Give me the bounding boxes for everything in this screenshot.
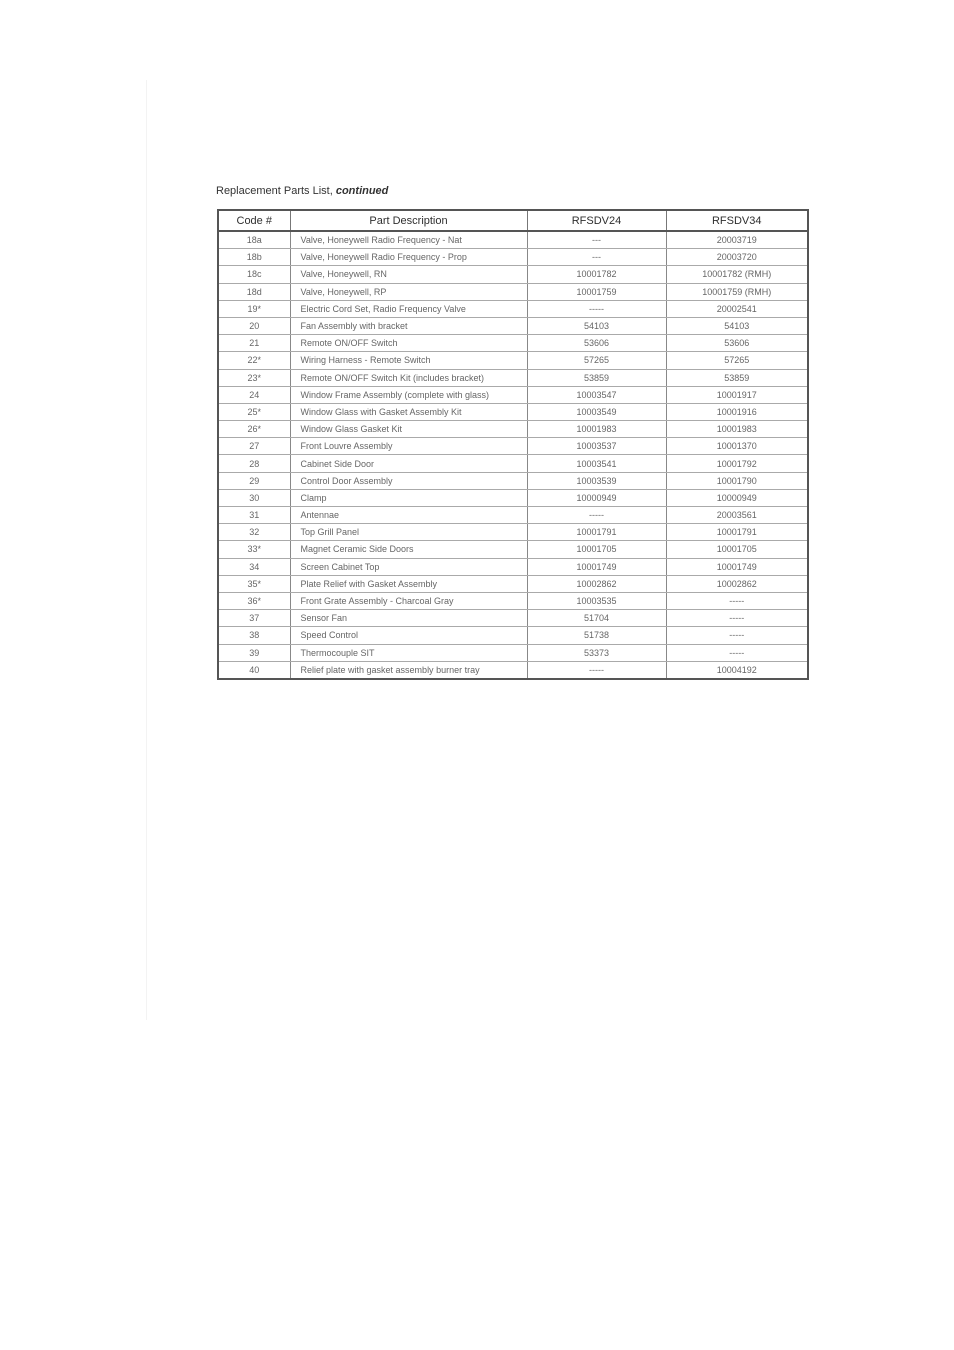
description-cell: Window Glass Gasket Kit: [290, 421, 527, 438]
code-cell: 24: [218, 386, 290, 403]
description-cell: Speed Control: [290, 627, 527, 644]
rfsdv34-cell: 53859: [666, 369, 808, 386]
scan-edge-shadow: [146, 80, 147, 1020]
code-cell: 29: [218, 472, 290, 489]
rfsdv24-cell: 10000949: [527, 489, 666, 506]
table-row: [218, 558, 808, 575]
table-row: [218, 644, 808, 661]
table-row: [218, 266, 808, 283]
description-cell: Thermocouple SIT: [290, 644, 527, 661]
code-cell: 23*: [218, 369, 290, 386]
description-cell: Front Grate Assembly - Charcoal Gray: [290, 592, 527, 609]
rfsdv34-cell: 10001917: [666, 386, 808, 403]
table-row: [218, 610, 808, 627]
table-row: [218, 249, 808, 266]
table-row: [218, 524, 808, 541]
description-cell: Valve, Honeywell Radio Frequency - Prop: [290, 249, 527, 266]
rfsdv24-cell: ---: [527, 231, 666, 249]
rfsdv34-cell: 10000949: [666, 489, 808, 506]
rfsdv24-cell: 10003537: [527, 438, 666, 455]
rfsdv24-cell: 10001759: [527, 283, 666, 300]
rfsdv24-cell: 53606: [527, 335, 666, 352]
rfsdv24-cell: ---: [527, 249, 666, 266]
rfsdv34-cell: 20003720: [666, 249, 808, 266]
rfsdv34-cell: 20003719: [666, 231, 808, 249]
rfsdv24-cell: 57265: [527, 352, 666, 369]
code-cell: 25*: [218, 403, 290, 420]
code-cell: 35*: [218, 575, 290, 592]
description-cell: Window Frame Assembly (complete with glass): [290, 386, 527, 403]
rfsdv34-cell: 10001749: [666, 558, 808, 575]
description-cell: Sensor Fan: [290, 610, 527, 627]
rfsdv24-cell: 10003549: [527, 403, 666, 420]
description-cell: Clamp: [290, 489, 527, 506]
code-cell: 37: [218, 610, 290, 627]
rfsdv24-cell: -----: [527, 507, 666, 524]
rfsdv34-cell: 10001983: [666, 421, 808, 438]
code-cell: 19*: [218, 300, 290, 317]
code-cell: 26*: [218, 421, 290, 438]
header-rfsdv34: RFSDV34: [666, 210, 808, 231]
table-row: [218, 352, 808, 369]
table-body: [218, 231, 808, 679]
table-row: [218, 283, 808, 300]
rfsdv34-cell: -----: [666, 610, 808, 627]
table-row: [218, 507, 808, 524]
table-row: [218, 627, 808, 644]
code-cell: 18d: [218, 283, 290, 300]
description-cell: Valve, Honeywell, RN: [290, 266, 527, 283]
header-rfsdv24: RFSDV24: [527, 210, 666, 231]
rfsdv34-cell: -----: [666, 627, 808, 644]
table-row: [218, 386, 808, 403]
heading-text: Replacement Parts List,: [216, 185, 336, 197]
rfsdv24-cell: 10001983: [527, 421, 666, 438]
description-cell: Fan Assembly with bracket: [290, 317, 527, 334]
code-cell: 36*: [218, 592, 290, 609]
rfsdv34-cell: 10001370: [666, 438, 808, 455]
rfsdv34-cell: 10001791: [666, 524, 808, 541]
rfsdv24-cell: 10003541: [527, 455, 666, 472]
rfsdv34-cell: 53606: [666, 335, 808, 352]
table-row: [218, 592, 808, 609]
code-cell: 38: [218, 627, 290, 644]
description-cell: Wiring Harness - Remote Switch: [290, 352, 527, 369]
rfsdv34-cell: 10001705: [666, 541, 808, 558]
description-cell: Relief plate with gasket assembly burner tray: [290, 661, 527, 679]
page-heading: [216, 185, 388, 197]
code-cell: 20: [218, 317, 290, 334]
rfsdv24-cell: 10001791: [527, 524, 666, 541]
rfsdv24-cell: 10003547: [527, 386, 666, 403]
code-cell: 30: [218, 489, 290, 506]
table-row: [218, 403, 808, 420]
rfsdv34-cell: 54103: [666, 317, 808, 334]
rfsdv24-cell: -----: [527, 661, 666, 679]
table-header-row: [218, 210, 808, 231]
table-row: [218, 541, 808, 558]
rfsdv24-cell: 54103: [527, 317, 666, 334]
rfsdv34-cell: -----: [666, 592, 808, 609]
code-cell: 28: [218, 455, 290, 472]
code-cell: 32: [218, 524, 290, 541]
table-row: [218, 661, 808, 679]
table-row: [218, 489, 808, 506]
rfsdv24-cell: 10001782: [527, 266, 666, 283]
rfsdv34-cell: 10002862: [666, 575, 808, 592]
rfsdv34-cell: 57265: [666, 352, 808, 369]
description-cell: Control Door Assembly: [290, 472, 527, 489]
description-cell: Front Louvre Assembly: [290, 438, 527, 455]
description-cell: Electric Cord Set, Radio Frequency Valve: [290, 300, 527, 317]
description-cell: Valve, Honeywell Radio Frequency - Nat: [290, 231, 527, 249]
rfsdv24-cell: 10001705: [527, 541, 666, 558]
code-cell: 39: [218, 644, 290, 661]
code-cell: 18a: [218, 231, 290, 249]
table-row: [218, 317, 808, 334]
description-cell: Window Glass with Gasket Assembly Kit: [290, 403, 527, 420]
rfsdv24-cell: 10003535: [527, 592, 666, 609]
rfsdv34-cell: 20003561: [666, 507, 808, 524]
code-cell: 22*: [218, 352, 290, 369]
table-row: [218, 300, 808, 317]
description-cell: Remote ON/OFF Switch: [290, 335, 527, 352]
rfsdv34-cell: 10001916: [666, 403, 808, 420]
table-row: [218, 335, 808, 352]
rfsdv24-cell: 10001749: [527, 558, 666, 575]
code-cell: 40: [218, 661, 290, 679]
code-cell: 31: [218, 507, 290, 524]
description-cell: Antennae: [290, 507, 527, 524]
description-cell: Plate Relief with Gasket Assembly: [290, 575, 527, 592]
rfsdv34-cell: 10001759 (RMH): [666, 283, 808, 300]
rfsdv24-cell: 53373: [527, 644, 666, 661]
rfsdv24-cell: 10003539: [527, 472, 666, 489]
table-row: [218, 575, 808, 592]
description-cell: Remote ON/OFF Switch Kit (includes bracket): [290, 369, 527, 386]
code-cell: 18b: [218, 249, 290, 266]
rfsdv34-cell: 20002541: [666, 300, 808, 317]
table-row: [218, 455, 808, 472]
description-cell: Magnet Ceramic Side Doors: [290, 541, 527, 558]
rfsdv24-cell: 51704: [527, 610, 666, 627]
description-cell: Top Grill Panel: [290, 524, 527, 541]
rfsdv34-cell: 10004192: [666, 661, 808, 679]
rfsdv34-cell: 10001782 (RMH): [666, 266, 808, 283]
code-cell: 34: [218, 558, 290, 575]
description-cell: Cabinet Side Door: [290, 455, 527, 472]
rfsdv34-cell: -----: [666, 644, 808, 661]
rfsdv24-cell: 51738: [527, 627, 666, 644]
rfsdv24-cell: -----: [527, 300, 666, 317]
header-part-description: Part Description: [290, 210, 527, 231]
table-row: [218, 438, 808, 455]
description-cell: Valve, Honeywell, RP: [290, 283, 527, 300]
header-code: Code #: [218, 210, 290, 231]
rfsdv34-cell: 10001792: [666, 455, 808, 472]
table-row: [218, 472, 808, 489]
table-row: [218, 369, 808, 386]
table-row: [218, 231, 808, 249]
rfsdv24-cell: 53859: [527, 369, 666, 386]
code-cell: 33*: [218, 541, 290, 558]
rfsdv24-cell: 10002862: [527, 575, 666, 592]
table-row: [218, 421, 808, 438]
replacement-parts-table: [217, 209, 809, 680]
description-cell: Screen Cabinet Top: [290, 558, 527, 575]
heading-suffix: continued: [335, 185, 389, 197]
code-cell: 18c: [218, 266, 290, 283]
rfsdv34-cell: 10001790: [666, 472, 808, 489]
code-cell: 27: [218, 438, 290, 455]
code-cell: 21: [218, 335, 290, 352]
